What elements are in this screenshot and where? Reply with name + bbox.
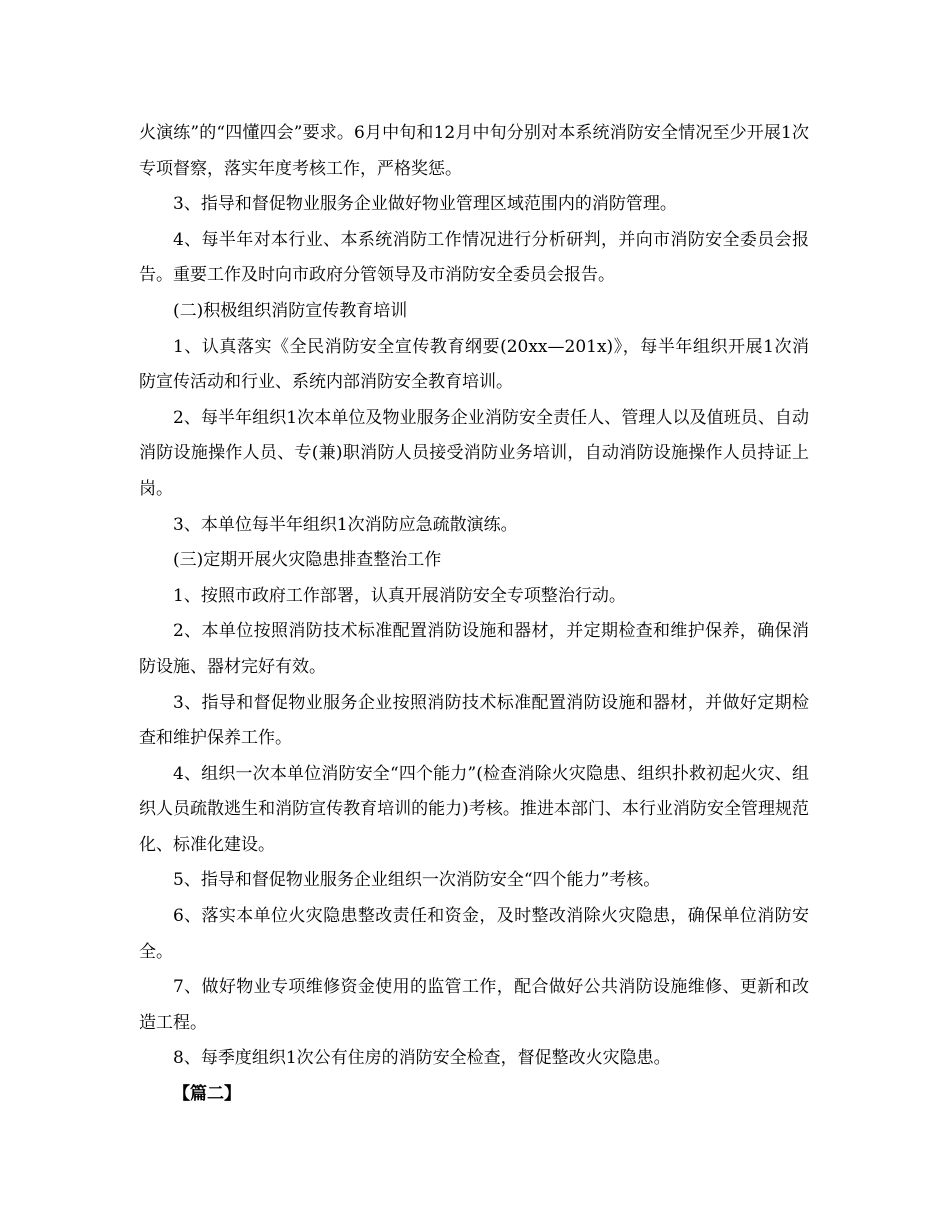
paragraph: 2、本单位按照消防技术标准配置消防设施和器材，并定期检查和维护保养，确保消防设施、器材完好有效。	[139, 621, 809, 677]
section-heading: (二)积极组织消防宣传教育培训	[173, 300, 408, 321]
paragraph: 8、每季度组织1次公有住房的消防安全检查，督促整改火灾隐患。	[173, 1048, 671, 1069]
paragraph: 火演练”的“四懂四会”要求。6月中旬和12月中旬分别对本系统消防安全情况至少开展1次专项督察，落实年度考核工作，严格奖惩。	[139, 123, 809, 179]
paragraph: 1、认真落实《全民消防安全宣传教育纲要(20xx—201x)》，每半年组织开展1次消防宣传活动和行业、系统内部消防安全教育培训。	[139, 336, 809, 393]
paragraph: 7、做好物业专项维修资金使用的监管工作，配合做好公共消防设施维修、更新和改造工程。	[139, 977, 809, 1033]
section-heading: (三)定期开展火灾隐患排查整治工作	[173, 550, 442, 571]
paragraph: 6、落实本单位火灾隐患整改责任和资金，及时整改消除火灾隐患，确保单位消防安全。	[139, 906, 809, 962]
paragraph: 3、本单位每半年组织1次消防应急疏散演练。	[173, 514, 518, 535]
next-piece-heading: 【篇二】	[173, 1084, 241, 1105]
paragraph: 4、组织一次本单位消防安全“四个能力”(检查消除火灾隐患、组织扑救初起火灾、组织人员疏散逃生和消防宣传教育培训的能力)考核。推进本部门、本行业消防安全管理规范化、标准化建设。	[139, 763, 809, 855]
paragraph: 3、指导和督促物业服务企业按照消防技术标准配置消防设施和器材，并做好定期检查和维护保养工作。	[139, 692, 809, 749]
paragraph: 3、指导和督促物业服务企业做好物业管理区域范围内的消防管理。	[173, 194, 677, 215]
paragraph: 2、每半年组织1次本单位及物业服务企业消防安全责任人、管理人以及值班员、自动消防设施操作人员、专(兼)职消防人员接受消防业务培训，自动消防设施操作人员持证上岗。	[139, 407, 809, 499]
paragraph: 4、每半年对本行业、本系统消防工作情况进行分析研判，并向市消防安全委员会报告。重要工作及时向市政府分管领导及市消防安全委员会报告。	[139, 229, 809, 286]
document-body	[139, 116, 809, 1113]
paragraph: 5、指导和督促物业服务企业组织一次消防安全“四个能力”考核。	[173, 870, 661, 891]
paragraph: 1、按照市政府工作部署，认真开展消防安全专项整治行动。	[173, 585, 626, 606]
